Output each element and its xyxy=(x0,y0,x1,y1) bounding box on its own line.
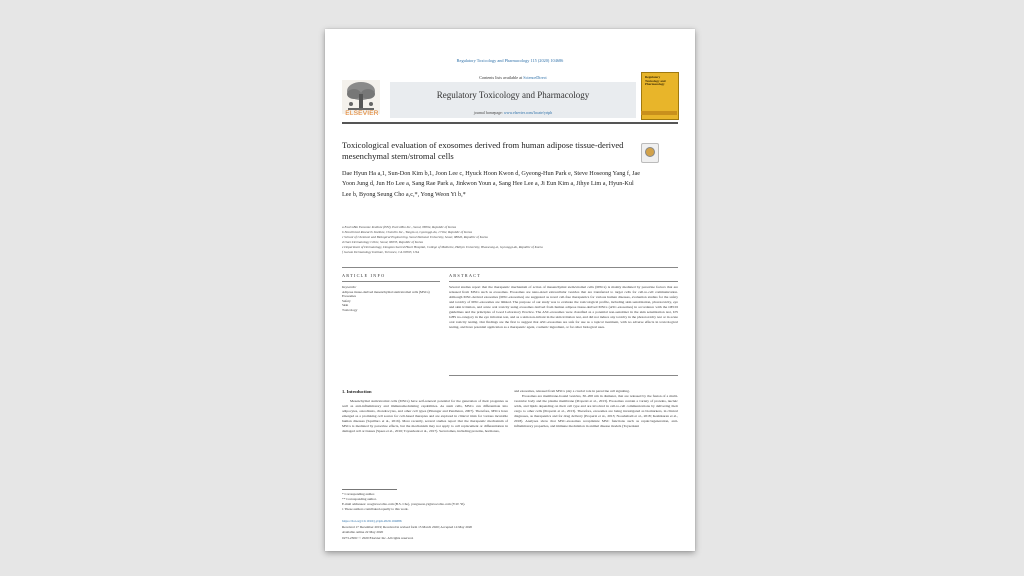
abstract-text: Several studies report that the therapeutic mechanism of action of mesenchymal stem/stromal cells (MSCs) is mainly mediated by paracrine factors that are released from MSCs such as exosomes. Exosomes are nano-sized extracellular vesicles that are transferred to target cells for cell-to-cell communication. Although MSC-derived exosomes (MSC-exosomes) are suggested as novel cell-free therapeutics for various human diseases, evaluation studies for the safety and toxicity of MSC-exosomes are limited. The purpose of our study was to evaluate the toxicological profile, including skin sensitization, phototoxicity, eye and skin irritation, and acute oral toxicity using exosomes derived from human adipose tissue-derived MSCs (ASC-exosomes) in accordance with the OECD guidelines and the principles of Good Laboratory Practice. The ASC-exosomes were classified as a potential non-sensitizer in the skin sensitization test, UN GHS no-category in the eye irritation test, and as a skin non-irritant in the skin irritation test, and did not induce any toxicity in the phototoxicity test or in acute oral toxicity testing. Our findings are the first to suggest that ASC-exosomes are safe for use as a topical treatment, with no adverse effects in toxicological testing, and have potential application as a therapeutic agent, cosmetic ingredient, or for other biological uses. xyxy=(449,285,678,330)
paragraph: and exosomes, released from MSCs play a crucial role in paracrine cell signaling. xyxy=(514,389,630,393)
journal-homepage xyxy=(390,111,636,115)
author-list: Dae Hyun Ha a,1, Sun-Don Kim b,1, Joon Lee c, Hyuck Hoon Kwon d, Gyeong-Hun Park e, Steve Hoseong Yang f, Jae Yoon Jung d, Jun Ho Lee a, Sang Rae Park a, Jinkwon Youn a, Sang Hee Lee a, Ji Eun Kim a, Jihye Lim a, Hyun-Kul Lee b, Byong Seung Cho a,c,*, Yong Weon Yi b,* xyxy=(342,170,640,198)
contents-prefix: Contents lists available at xyxy=(479,75,524,80)
doi-link[interactable]: https://doi.org/10.1016/j.yrtph.2020.104686 xyxy=(342,519,402,523)
crossmark-icon xyxy=(645,147,655,157)
header-rule xyxy=(342,122,678,124)
introduction-column-1: Mesenchymal stem/stromal cells (MSCs) have self-renewal potential for the generation of their progenies as well as anti-inflammatory and immunomodulating capabilities. As stem cells, MSCs can differentiate into adipocytes, osteoblasts, chondrocytes, and other cell types (Pittenger and Pendleton, 2007). Therefore, MSCs have emerged as a promising cell source for cell-based therapies and are explored in clinical trials for various incurable human diseases (Squillaro et al., 2016). More recently, several studies report that the therapeutic mechanism of MSCs is mediated by paracrine effects, but the mechanism may not apply to cell replacement or differentiation in damaged cell or tissues (Spees et al., 2016; Toyserkani et al., 2017). Secretomes, including proteins, hormones, xyxy=(342,399,508,434)
homepage-prefix: journal homepage: xyxy=(473,111,504,115)
affiliation: c School of Chemical and Biological Engineering, Seoul National University, Seoul, 08826, Republic of Korea xyxy=(342,235,488,239)
received-dates: Received 17 December 2019; Received in revised form 15 March 2020; Accepted 14 May 2020 xyxy=(342,524,473,529)
contents-line xyxy=(390,75,636,80)
journal-title: Regulatory Toxicology and Pharmacology xyxy=(436,90,590,100)
paragraph: Exosomes are membrane-bound vesicles, 30–200 nm in diameter, that are released by the fusion of a multi-vesicular body and the plasma membrane (Properzi et al., 2013). Exosomes contain a variety of proteins, nucleic acids, and lipids depending on their cell type and are involved in cell-to-cell communications by delivering their cargo to other cells (Properzi et al., 2013). Therefore, exosomes are being investigated as biomarkers, in clinical diagnoses, as therapeutics and for drug delivery (Properzi et al., 2013; Nooshabadi et al., 2018; Keshtkaran et al., 2018). Analyses show that MSC-exosomes recapitulate MSC functions such as repair/regeneration, anti-inflammatory properties, and immune modulation in animal disease models (Toyserkani xyxy=(514,394,678,429)
introduction-heading: 1. Introduction xyxy=(342,389,372,394)
abstract-rule xyxy=(449,281,678,282)
sciencedirect-link[interactable]: ScienceDirect xyxy=(523,75,547,80)
abstract-heading: ABSTRACT xyxy=(449,273,482,278)
affiliation: a ExoCoBio Exosome Institute (EEI), ExoCoBio Inc., Seoul, 08594, Republic of Korea xyxy=(342,225,457,229)
affiliation: e Department of Dermatology, Dongtan Sacred Heart Hospital, College of Medicine, Hallym University, Hwaseong-si, Gyeonggi-do, Republic of Korea xyxy=(342,245,543,249)
running-head[interactable]: Regulatory Toxicology and Pharmacology 115 (2020) 104686 xyxy=(456,58,564,63)
journal-cover-title: Regulatory Toxicology and Pharmacology xyxy=(645,75,666,87)
keywords-block xyxy=(342,285,440,313)
keyword: Skin xyxy=(342,303,349,308)
section-rule xyxy=(342,267,678,268)
keyword: Toxicology xyxy=(342,307,358,312)
article-info-heading: ARTICLE INFO xyxy=(342,273,386,278)
publisher-wordmark: ELSEVIER xyxy=(345,110,379,117)
footnote: * Corresponding author. xyxy=(342,492,375,496)
footnote: ** Corresponding author. xyxy=(342,496,377,501)
copyright: 0273-2300/ © 2020 Elsevier Inc. All rights reserved. xyxy=(342,535,414,540)
paper-page xyxy=(325,29,695,551)
journal-cover-stripe xyxy=(641,111,677,115)
abstract-end-rule xyxy=(449,375,678,376)
affiliation: d Oaro Dermatology Clinic, Seoul, 06035, Republic of Korea xyxy=(342,240,423,244)
footnote-rule xyxy=(342,489,397,490)
keyword: Adipose tissue-derived mesenchymal stem/stromal cells (MSCs) xyxy=(342,289,430,294)
keywords-label: Keywords: xyxy=(342,285,357,289)
keyword: Exosomes xyxy=(342,294,356,299)
footnote: E-mail addresses: ceo@exocobio.com (B.S. Cho), yongweon.yi@exocobio.com (Y.W. Yi). xyxy=(342,501,466,506)
keyword: Safety xyxy=(342,298,351,303)
info-rule xyxy=(342,281,440,282)
footnote: 1 These authors contributed equally to this work. xyxy=(342,506,409,511)
introduction-column-2 xyxy=(514,389,678,429)
affiliation: f Garam Dermatology Institute, Torrance, CA 90503, USA xyxy=(342,250,420,254)
article-title: Toxicological evaluation of exosomes derived from human adipose tissue-derived mesenchymal stem/stromal cells xyxy=(342,140,624,161)
affiliation: b Nonclinical Research Institute, ChemOn Inc., Yongin-si, Gyeonggi-do, 17162, Republic of Korea xyxy=(342,230,473,234)
homepage-link[interactable]: www.elsevier.com/locate/yrtph xyxy=(503,111,553,115)
footnotes xyxy=(342,492,542,512)
available-online: Available online 22 May 2020 xyxy=(342,530,384,535)
affiliations xyxy=(342,225,642,255)
publication-info xyxy=(342,519,592,541)
